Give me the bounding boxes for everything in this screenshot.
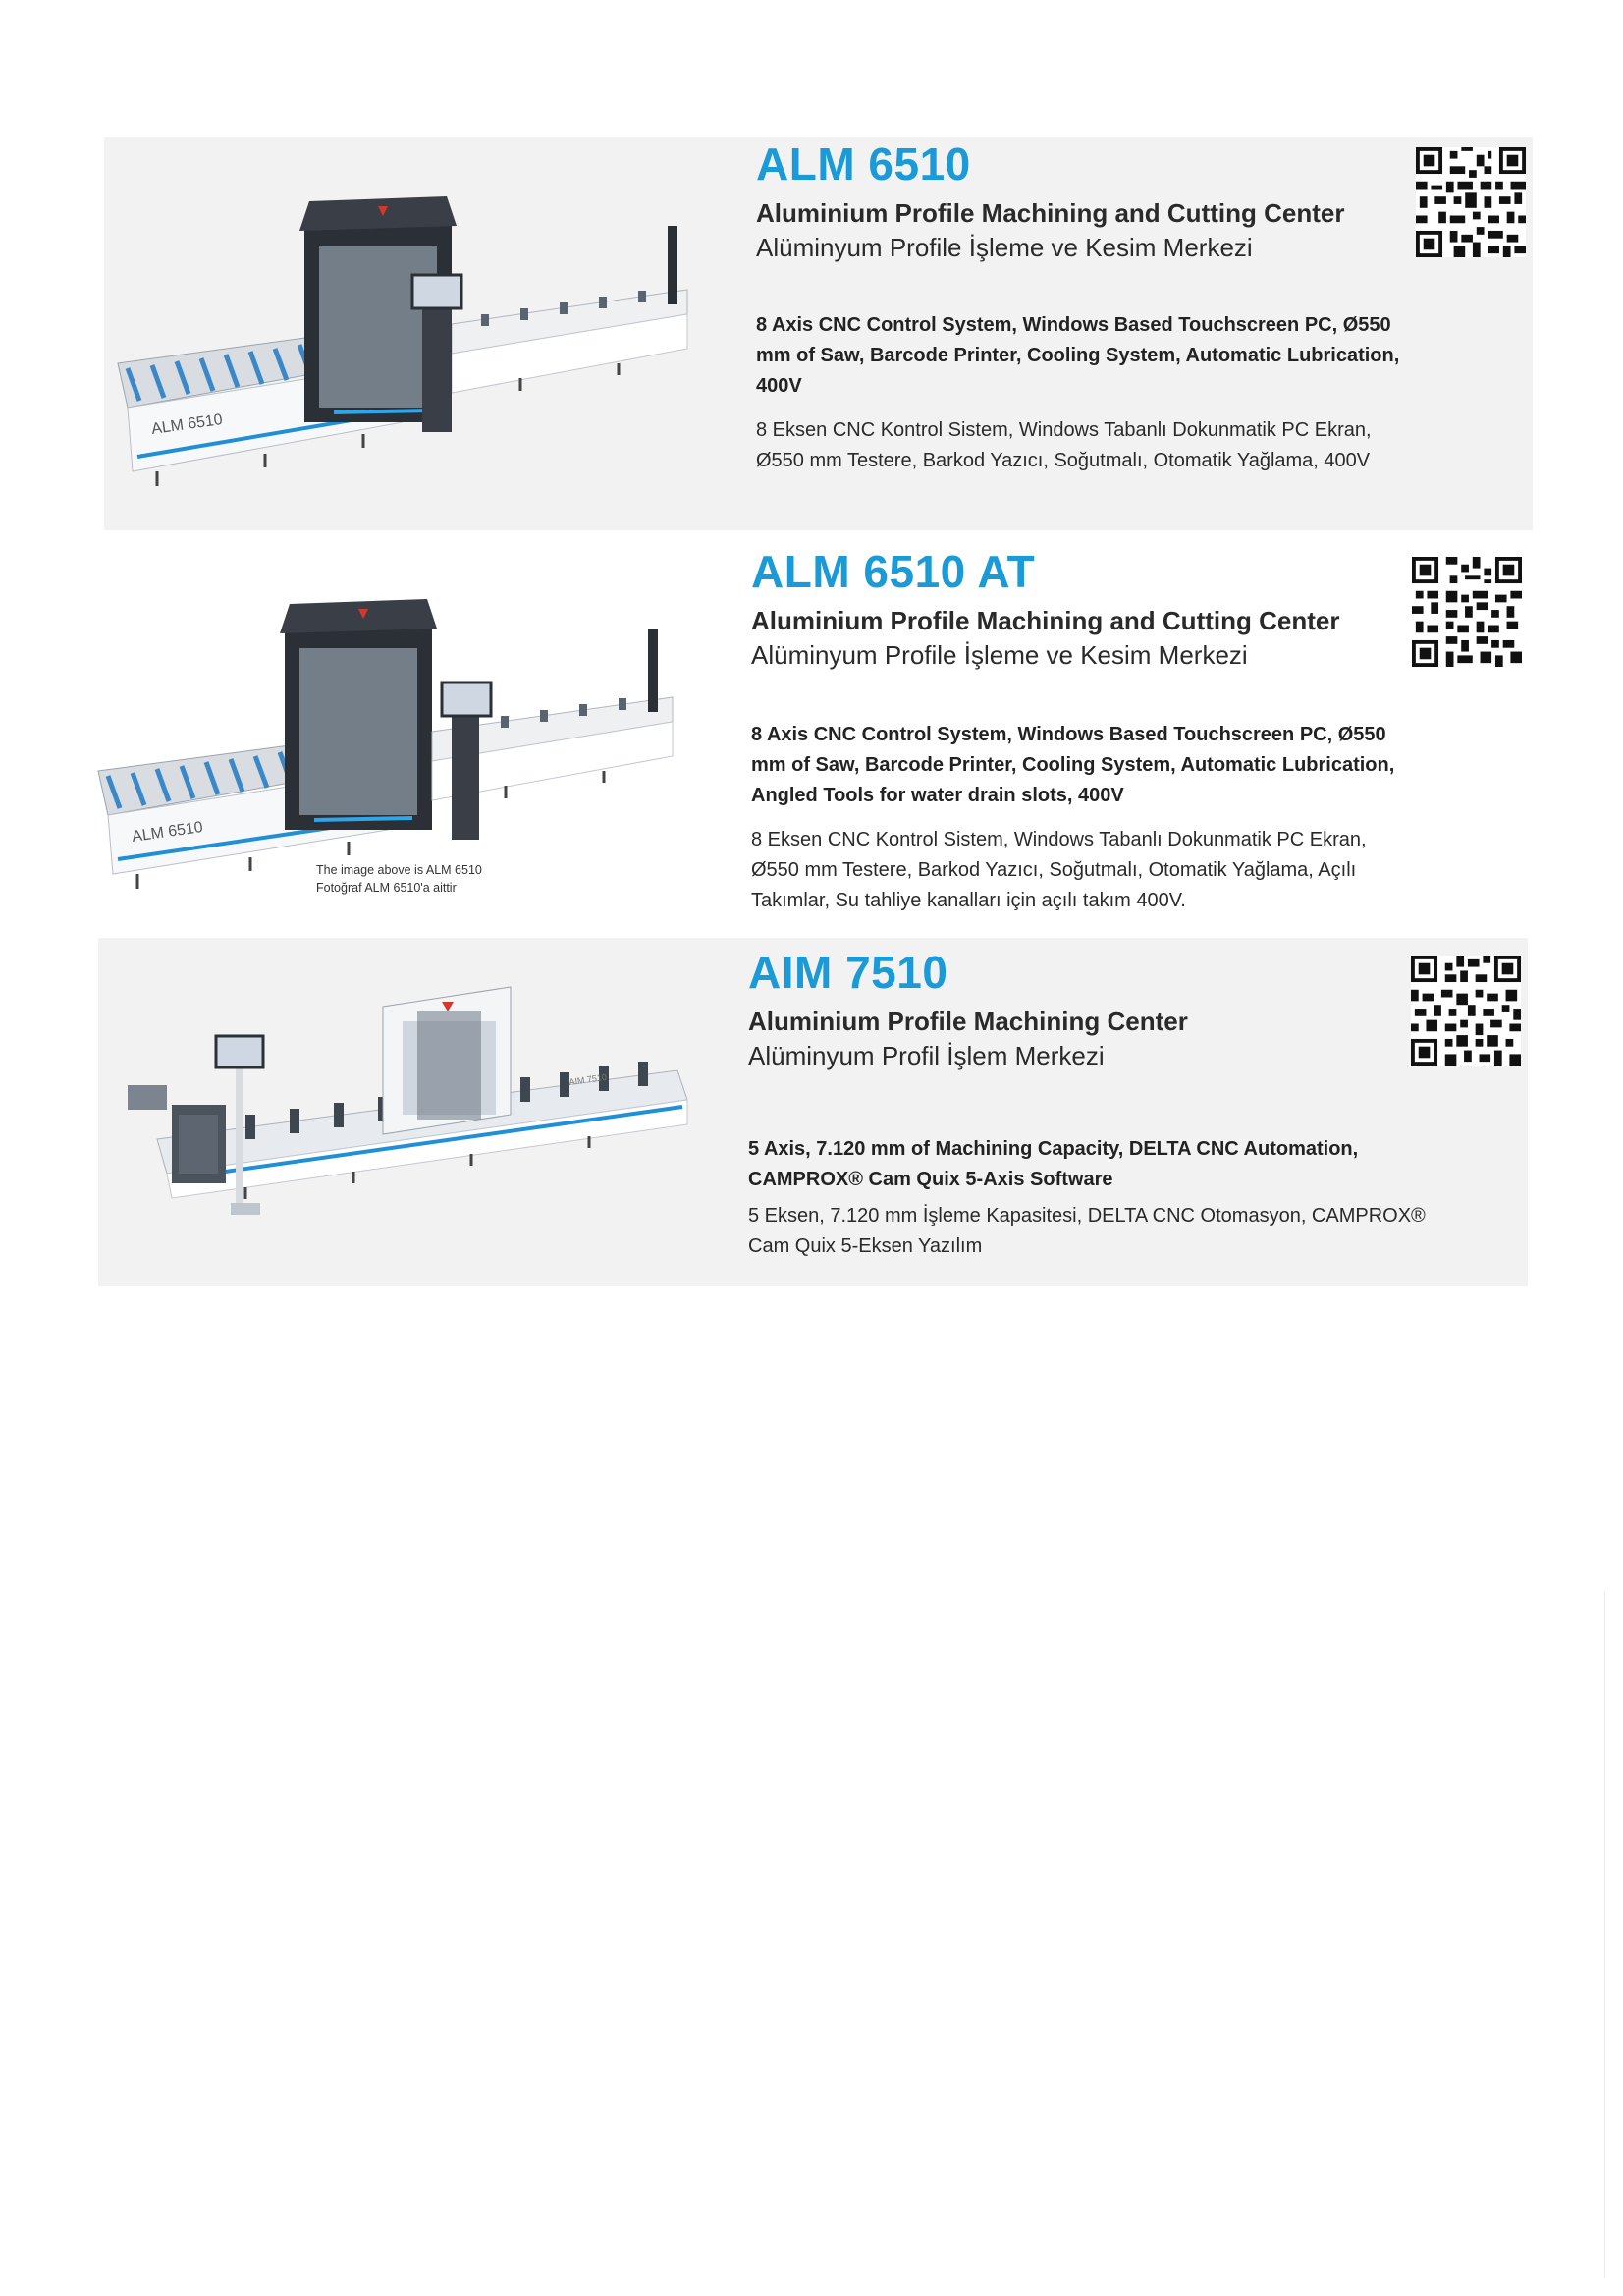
product-title: AIM 7510 [748, 947, 948, 998]
product-subtitle-tr: Alüminyum Profile İşleme ve Kesim Merkezi [756, 233, 1253, 262]
qr-code [1416, 147, 1526, 257]
product-subtitle-en: Aluminium Profile Machining Center [748, 1007, 1188, 1036]
spec-tr: 8 Eksen CNC Kontrol Sistem, Windows Tabanlı Dokunmatik PC Ekran, Ø550 mm Testere, Barkod Yazıcı, Soğutmalı, Otomatik Yağlama, 400V [756, 419, 1372, 471]
machine-image [93, 584, 682, 899]
image-caption-tr: Fotoğraf ALM 6510'a aittir [316, 881, 457, 895]
spec-tr: 8 Eksen CNC Kontrol Sistem, Windows Tabanlı Dokunmatik PC Ekran, Ø550 mm Testere, Barkod Yazıcı, Soğutmalı, Otomatik Yağlama, Açılı Takımlar, Su tahliye kanalları için açılı takım 400V. [751, 829, 1367, 911]
spec-en: 8 Axis CNC Control System, Windows Based Touchscreen PC, Ø550 mm of Saw, Barcode Printer, Cooling System, Automatic Lubrication, 400V [756, 314, 1400, 397]
product-aim-7510 [0, 938, 1623, 1286]
page-edge-line [1604, 1591, 1605, 2278]
product-subtitle-tr: Alüminyum Profile İşleme ve Kesim Merkezi [751, 640, 1248, 670]
spec-en: 5 Axis, 7.120 mm of Machining Capacity, DELTA CNC Automation, CAMPROX® Cam Quix 5-Axis Software [748, 1138, 1359, 1190]
product-alm-6510 [0, 137, 1623, 530]
qr-code [1411, 956, 1521, 1066]
machine-label: ALM 6510 [131, 818, 204, 846]
product-title: ALM 6510 [756, 138, 971, 190]
product-subtitle-en: Aluminium Profile Machining and Cutting Center [756, 198, 1345, 228]
spec-tr: 5 Eksen, 7.120 mm İşleme Kapasitesi, DELTA CNC Otomasyon, CAMPROX® Cam Quix 5-Eksen Yazılım [748, 1205, 1426, 1257]
qr-code [1412, 557, 1522, 667]
product-subtitle-tr: Alüminyum Profil İşlem Merkezi [748, 1041, 1105, 1070]
machine-image [98, 967, 707, 1262]
image-caption-en: The image above is ALM 6510 [316, 863, 482, 877]
machine-label: ALM 6510 [150, 410, 224, 438]
spec-en: 8 Axis CNC Control System, Windows Based Touchscreen PC, Ø550 mm of Saw, Barcode Printer, Cooling System, Automatic Lubrication, Angled Tools for water drain slots, 400V [751, 724, 1395, 806]
machine-image [108, 177, 697, 511]
product-title: ALM 6510 AT [751, 546, 1036, 597]
machine-label: AIM 7510 [568, 1071, 608, 1087]
product-subtitle-en: Aluminium Profile Machining and Cutting Center [751, 606, 1340, 635]
product-alm-6510-at [0, 545, 1623, 928]
